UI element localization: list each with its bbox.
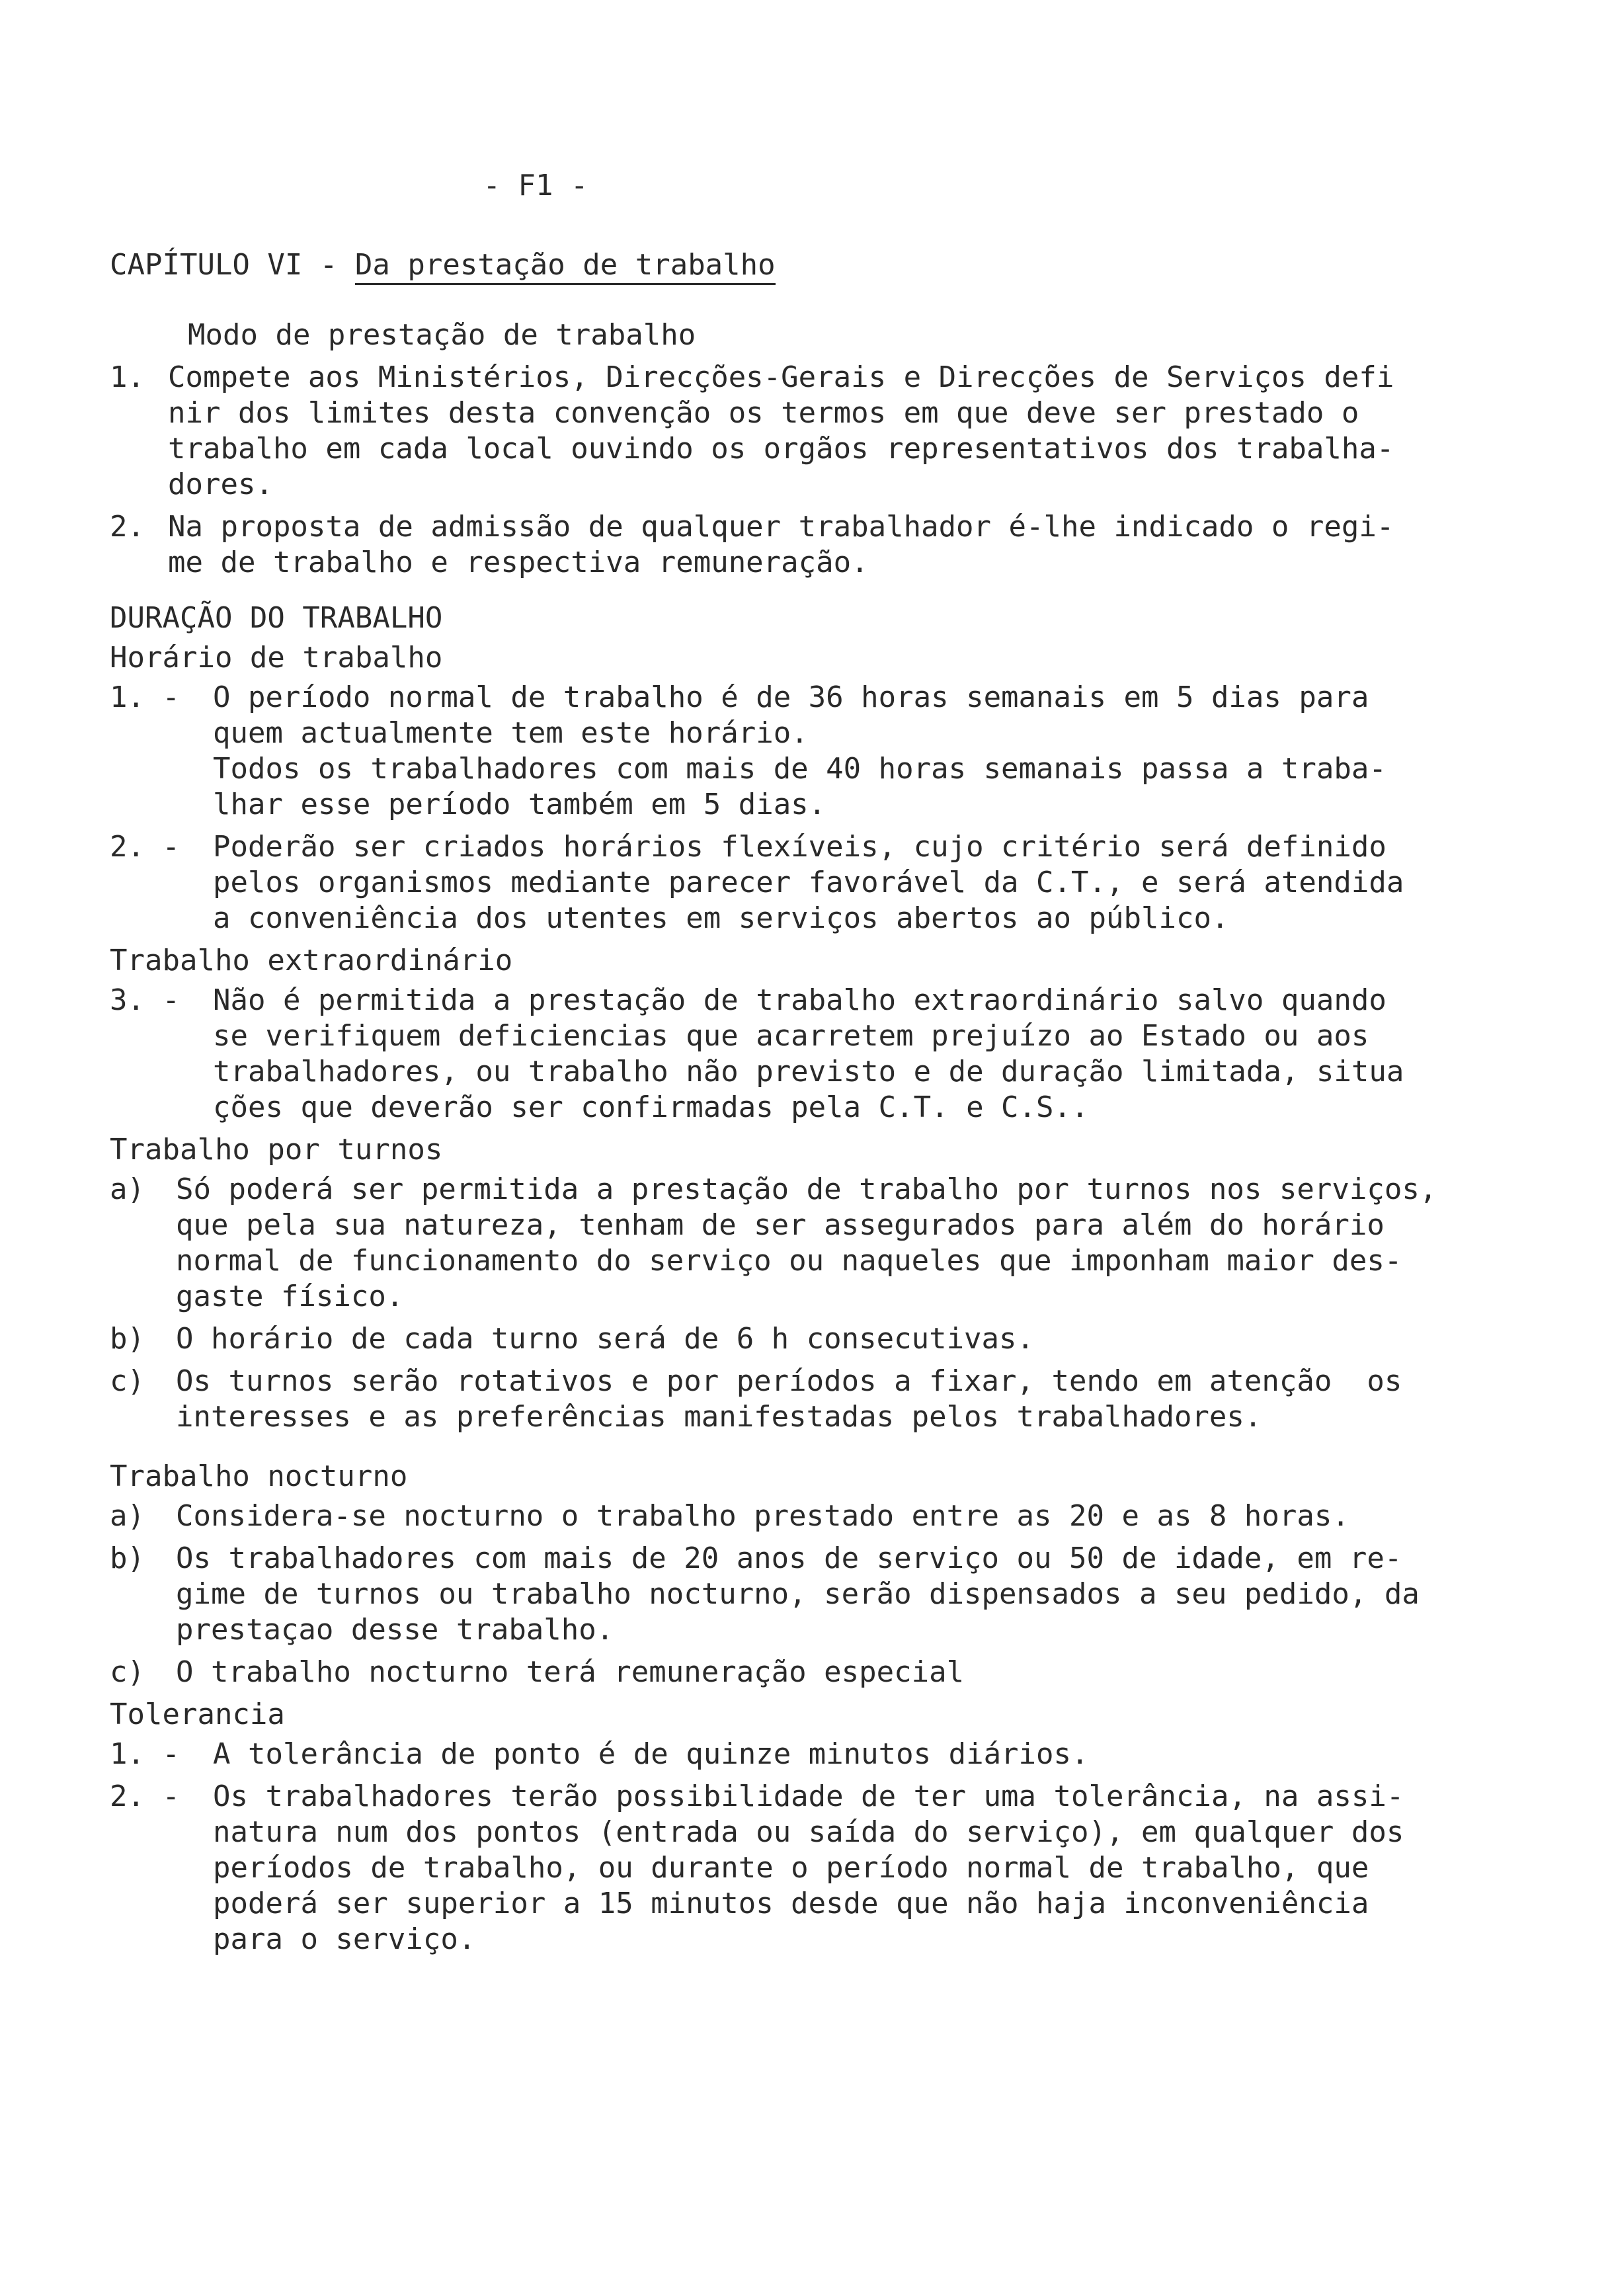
list-item <box>110 1321 1591 1357</box>
text-line: Os trabalhadores com mais de 20 anos de serviço ou 50 de idade, em re- <box>176 1541 1402 1575</box>
item-marker: 2. - <box>110 1780 180 1813</box>
section-heading: Trabalho por turnos <box>110 1133 443 1167</box>
text-line: Os turnos serão rotativos e por períodos a fixar, tendo em atenção os <box>176 1364 1402 1398</box>
list-item <box>110 1172 1591 1315</box>
text-line: interesses e as preferências manifestadas pelos trabalhadores. <box>176 1400 1262 1434</box>
text-line: Na proposta de admissão de qualquer trabalhador é-lhe indicado o regi- <box>168 510 1394 544</box>
text-line: Todos os trabalhadores com mais de 40 horas semanais passa a traba- <box>213 752 1387 786</box>
item-text <box>213 1779 1591 1957</box>
text-line: O trabalho nocturno terá remuneração especial <box>176 1655 965 1689</box>
item-text <box>213 1737 1591 1772</box>
text-line: que pela sua natureza, tenham de ser assegurados para além do horário <box>176 1208 1385 1242</box>
text-line: O período normal de trabalho é de 36 horas semanais em 5 dias para <box>213 680 1369 714</box>
item-text <box>176 1655 1591 1690</box>
item-text <box>213 829 1591 936</box>
text-line: O horário de cada turno será de 6 h consecutivas. <box>176 1322 1035 1356</box>
list-item <box>110 829 1591 936</box>
chapter-label: CAPÍTULO VI - <box>110 248 355 282</box>
text-line: me de trabalho e respectiva remuneração. <box>168 546 869 579</box>
document-body <box>110 317 1591 1964</box>
text-line: lhar esse período também em 5 dias. <box>213 788 826 821</box>
section-gap <box>110 1442 1591 1455</box>
item-text <box>168 509 1591 581</box>
section-heading: Trabalho nocturno <box>110 1459 408 1493</box>
item-marker: 2. <box>110 510 145 544</box>
section-heading: Tolerancia <box>110 1698 285 1731</box>
text-line: gaste físico. <box>176 1280 404 1313</box>
text-line: Poderão ser criados horários flexíveis, cujo critério será definido <box>213 830 1387 864</box>
item-text <box>213 983 1591 1126</box>
list-item <box>110 1364 1591 1435</box>
chapter-title <box>110 247 776 283</box>
page-number: - F1 - <box>483 169 588 202</box>
text-line: para o serviço. <box>213 1922 476 1956</box>
item-marker: a) <box>110 1499 145 1533</box>
item-marker: 1. - <box>110 1737 180 1771</box>
item-marker: 2. - <box>110 830 180 864</box>
chapter-subtitle: Da prestação de trabalho <box>355 248 776 285</box>
text-line: quem actualmente tem este horário. <box>213 716 809 750</box>
item-text <box>176 1364 1591 1435</box>
section-heading: Modo de prestação de trabalho <box>188 318 696 352</box>
text-line: ções que deverão ser confirmadas pela C.T. e C.S.. <box>213 1090 1089 1124</box>
list-item <box>110 1655 1591 1690</box>
item-text <box>176 1498 1591 1534</box>
item-text <box>213 680 1591 823</box>
list-item <box>110 680 1591 823</box>
list-item <box>110 1779 1591 1957</box>
list-item <box>110 509 1591 581</box>
text-line: Compete aos Ministérios, Direcções-Gerais e Direcções de Serviços defi <box>168 360 1394 394</box>
text-line: nir dos limites desta convenção os termos em que deve ser prestado o <box>168 396 1359 430</box>
text-line: Não é permitida a prestação de trabalho extraordinário salvo quando <box>213 983 1387 1017</box>
section-heading: Trabalho extraordinário <box>110 944 513 977</box>
item-marker: b) <box>110 1541 145 1575</box>
text-line: A tolerância de ponto é de quinze minutos diários. <box>213 1737 1089 1771</box>
item-text <box>176 1321 1591 1357</box>
text-line: gime de turnos ou trabalho nocturno, serão dispensados a seu pedido, da <box>176 1577 1420 1611</box>
item-marker: 1. <box>110 360 145 394</box>
text-line: prestaçao desse trabalho. <box>176 1613 614 1647</box>
text-line: pelos organismos mediante parecer favorável da C.T., e será atendida <box>213 866 1404 899</box>
list-item <box>110 1541 1591 1648</box>
item-text <box>168 360 1591 503</box>
item-text <box>176 1541 1591 1648</box>
text-line: Os trabalhadores terão possibilidade de ter uma tolerância, na assi- <box>213 1780 1404 1813</box>
item-marker: 1. - <box>110 680 180 714</box>
text-line: a conveniência dos utentes em serviços abertos ao público. <box>213 901 1229 935</box>
section-heading: Horário de trabalho <box>110 641 443 675</box>
item-marker: b) <box>110 1322 145 1356</box>
text-line: Considera-se nocturno o trabalho prestado entre as 20 e as 8 horas. <box>176 1499 1349 1533</box>
list-item <box>110 1498 1591 1534</box>
text-line: dores. <box>168 468 273 501</box>
section-heading: DURAÇÃO DO TRABALHO <box>110 601 443 635</box>
item-marker: c) <box>110 1364 145 1398</box>
text-line: trabalhadores, ou trabalho não previsto e de duração limitada, situa <box>213 1055 1404 1088</box>
text-line: períodos de trabalho, ou durante o período normal de trabalho, que <box>213 1851 1369 1885</box>
text-line: trabalho em cada local ouvindo os orgãos representativos dos trabalha- <box>168 432 1394 466</box>
item-text <box>176 1172 1591 1315</box>
list-item <box>110 360 1591 503</box>
item-marker: a) <box>110 1172 145 1206</box>
item-marker: c) <box>110 1655 145 1689</box>
list-item <box>110 983 1591 1126</box>
text-line: se verifiquem deficiencias que acarretem prejuízo ao Estado ou aos <box>213 1019 1369 1053</box>
text-line: normal de funcionamento do serviço ou naqueles que imponham maior des- <box>176 1244 1402 1278</box>
text-line: Só poderá ser permitida a prestação de trabalho por turnos nos serviços, <box>176 1172 1437 1206</box>
text-line: natura num dos pontos (entrada ou saída do serviço), em qualquer dos <box>213 1815 1404 1849</box>
text-line: poderá ser superior a 15 minutos desde que não haja inconveniência <box>213 1887 1369 1920</box>
item-marker: 3. - <box>110 983 180 1017</box>
list-item <box>110 1737 1591 1772</box>
